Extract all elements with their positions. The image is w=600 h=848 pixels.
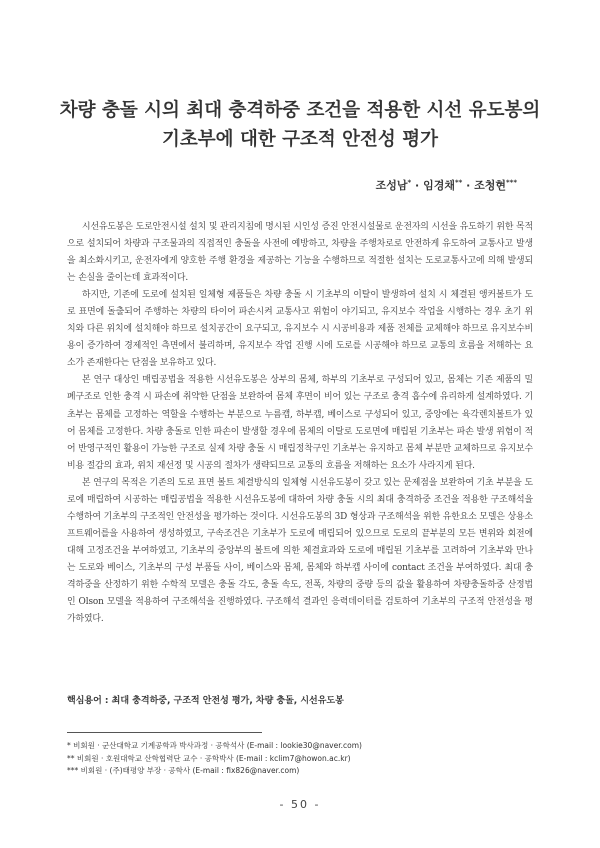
abstract-paragraph: 본 연구 대상인 매립공법을 적용한 시선유도봉은 상부의 몸체, 하부의 기초부로 구성되어 있고, 몸체는 기존 제품의 밀폐구조로 인한 충격 시 파손에 취약한 단점을 보완하여 몸체 후면이 비어 있는 구조로 충격 흡수에 유리하게 설계하였다. 기초부는 몸체를 고정하는 역할을 수행하는 부분으로 누름캡, 하부캡, 베이스로 구성되어 있고, 중앙에는 육각렌치볼트가 있어 몸체를 고정한다. 차량 충돌로 인한 파손이 발생할 경우에 몸체의 이탈로 도로면에 매립된 기초부는 파손 발생 위험이 적어 반영구적인 활용이 가능한 구조로 실제 차량 충돌 시 매립정착구인 기초부는 유지하고 몸체 부분만 교체하므로 유지보수비용 절감의 효과, 위치 재선정 및 시공의 절차가 생략되므로 교통의 흐름을 저해하는 요소가 사라지게 된다. (67, 375, 533, 471)
keywords-label: 핵심용어 : (67, 696, 112, 706)
author-name: 임경채 (423, 179, 455, 192)
footnote: ** 비회원 · 호원대학교 산학협력단 교수 · 공학박사 (E-mail : kclim7@howon.ac.kr) (67, 753, 351, 763)
author-affiliation-mark: *** (506, 178, 517, 187)
keywords (67, 693, 533, 706)
footnote: *** 비회원 · (주)태평양 부장 · 공학사 (E-mail : fix826@naver.com) (67, 766, 300, 775)
footnotes (67, 740, 533, 778)
footnote: * 비회원 · 군산대학교 기계공학과 박사과정 · 공학석사 (E-mail : lookie30@naver.com) (67, 741, 362, 750)
author-name: 조청현 (474, 179, 507, 192)
abstract-paragraph: 본 연구의 목적은 기존의 도로 표면 볼트 체결방식의 일체형 시선유도봉이 갖고 있는 문제점을 보완하여 기초 부분을 도로에 매립하여 시공하는 매립공법을 적용한 시선유도봉에 대하여 차량 충돌 시의 최대 충격하중 조건을 적용한 구조해석을 수행하여 기초부의 구조적인 안전성을 평가하는 것이다. 시선유도봉의 3D 형상과 구조해석을 위한 유한요소 모델은 상용소프트웨어를을 사용하여 생성하였고, 구속조건은 기초부가 도로에 매립되어 있으므로 도로의 끝부분의 모든 변위와 회전에 대해 고정조건을 부여하였고, 기초부의 중앙부의 볼트에 의한 체결효과와 도로에 매립된 기초부를 고려하여 기초부와 만나는 도로와 베이스, 기초부의 구성 부품들 사이, 베이스와 몸체, 몸체와 하부캡 사이에 contact 조건을 부여하였다. 최대 충격하중을 산정하기 위한 수학적 모델은 충돌 각도, 충돌 속도, 전폭, 차량의 중량 등의 값을 활용하여 차량충돌하중 산정법인 Olson 모델을 적용하여 구조해석을 진행하였다. 구조해석 결과인 응력데이터를 검토하여 기초부의 구조적 안전성을 평가하였다. (67, 477, 533, 625)
author-separator: · (462, 179, 475, 192)
page-number: - 50 - (279, 798, 321, 811)
abstract-paragraph: 시선유도봉은 도로안전시설 설치 및 관리지침에 명시된 시인성 증진 안전시설물로 운전자의 시선을 유도하기 위한 목적으로 설치되어 차량과 구조물과의 직접적인 충돌을 사전에 예방하고, 차량을 주행차로로 안전하게 유도하여 교통사고 발생을 최소화시키고, 운전자에게 양호한 주행 환경을 제공하는 기능을 수행하므로 적절한 설치는 도로교통사고에 의해 발생되는 손실을 줄이는데 효과적이다. (67, 222, 533, 284)
author-affiliation-mark: * (407, 178, 412, 187)
author-list (60, 177, 590, 193)
abstract-body (67, 219, 533, 628)
author-name: 조성남 (375, 179, 408, 192)
author-separator: · (411, 179, 424, 192)
author-affiliation-mark: ** (454, 178, 463, 187)
footnote-divider (67, 732, 262, 733)
title-line-1: 차량 충돌 시의 최대 충격하중 조건을 적용한 시선 유도봉의 (59, 100, 541, 121)
title-line-2: 기초부에 대한 구조적 안전성 평가 (162, 129, 438, 150)
keywords-text: 최대 충격하중, 구조적 안전성 평가, 차량 충돌, 시선유도봉 (111, 696, 344, 706)
paper-title (40, 96, 560, 154)
abstract-paragraph: 하지만, 기존에 도로에 설치된 일체형 제품들은 차량 충돌 시 기초부의 이탈이 발생하여 설치 시 체결된 앵커볼트가 도로 표면에 돌출되어 주행하는 차량의 타이어 파손시켜 교통사고 위험이 야기되고, 유지보수 작업을 시행하는 경우 초기 위치와 다른 위치에 설치해야 하므로 설치공간이 요구되고, 유지보수 시 시공비용과 제품 전체를 교체해야 하므로 유지보수비용이 증가하여 경제적인 측면에서 불리하며, 유지보수 작업 진행 시에 도로를 시공해야 하므로 교통의 흐름을 저해하는 요소가 존재한다는 단점을 보유하고 있다. (67, 290, 533, 369)
